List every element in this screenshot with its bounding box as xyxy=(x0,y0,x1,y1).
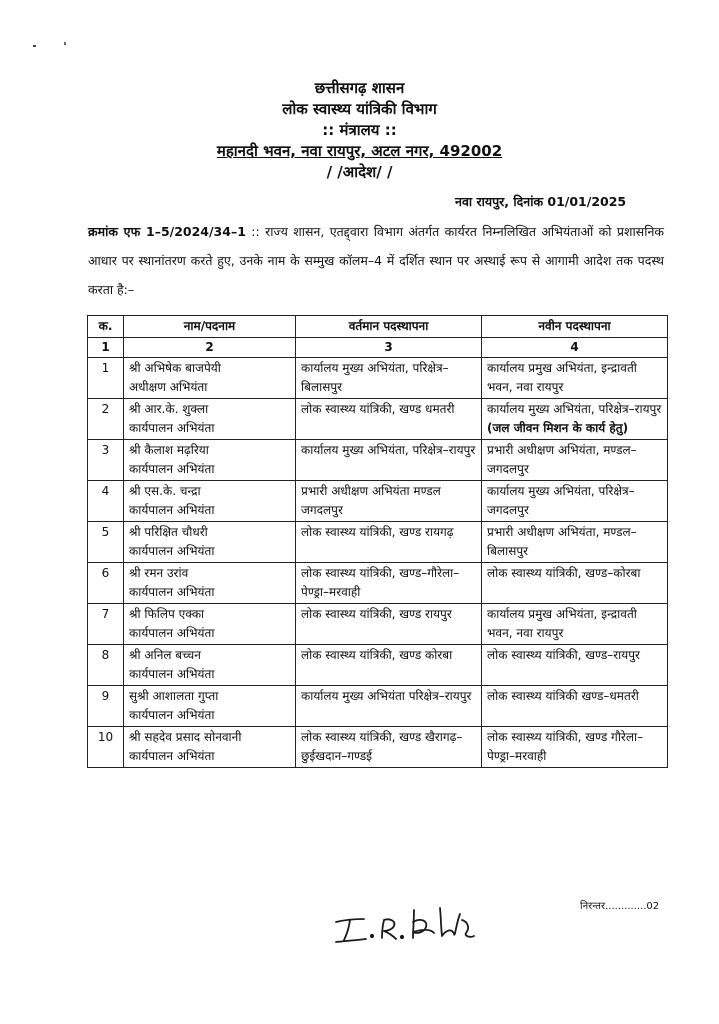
officer-designation: कार्यपालन अभियंता xyxy=(129,462,215,476)
new-posting-cell: प्रभारी अधीक्षण अभियंता, मण्डल–जगदलपुर xyxy=(482,440,668,481)
officer-designation: कार्यपालन अभियंता xyxy=(129,421,215,435)
officer-designation: कार्यपालन अभियंता xyxy=(129,667,215,681)
current-posting-cell: लोक स्वास्थ्य यांत्रिकी, खण्ड रायगढ़ xyxy=(296,522,482,563)
order-heading: / /आदेश/ / xyxy=(326,163,393,181)
government-name: छत्तीसगढ़ शासन xyxy=(314,79,405,97)
col-number: 2 xyxy=(124,338,296,358)
name-cell xyxy=(124,440,296,481)
serial-cell: 6 xyxy=(88,563,124,604)
letterhead xyxy=(0,78,719,183)
serial-cell: 1 xyxy=(88,358,124,399)
scan-speck xyxy=(64,42,66,45)
table-row xyxy=(88,563,668,604)
officer-designation: कार्यपालन अभियंता xyxy=(129,503,215,517)
serial-cell: 9 xyxy=(88,686,124,727)
table-row xyxy=(88,686,668,727)
officer-designation: कार्यपालन अभियंता xyxy=(129,544,215,558)
officer-designation: अधीक्षण अभियंता xyxy=(129,380,208,394)
table-row xyxy=(88,481,668,522)
current-posting-cell: लोक स्वास्थ्य यांत्रिकी, खण्ड रायपुर xyxy=(296,604,482,645)
name-cell xyxy=(124,358,296,399)
column-number-row xyxy=(88,338,668,358)
col-number: 1 xyxy=(88,338,124,358)
table-row xyxy=(88,522,668,563)
col-header-serial: क. xyxy=(88,316,124,338)
scan-speck xyxy=(33,45,36,47)
serial-cell: 2 xyxy=(88,399,124,440)
table-row xyxy=(88,358,668,399)
table-row xyxy=(88,399,668,440)
officer-name: श्री एस.के. चन्द्रा xyxy=(129,484,201,498)
serial-cell: 4 xyxy=(88,481,124,522)
office-name: :: मंत्रालय :: xyxy=(322,121,397,139)
serial-cell: 5 xyxy=(88,522,124,563)
place-date: नवा रायपुर, दिनांक 01/01/2025 xyxy=(455,194,627,209)
name-cell xyxy=(124,399,296,440)
serial-cell: 10 xyxy=(88,727,124,768)
new-posting-cell: कार्यालय प्रमुख अभियंता, इन्द्रावती भवन, नवा रायपुर xyxy=(482,604,668,645)
table-row xyxy=(88,645,668,686)
posting-note: (जल जीवन मिशन के कार्य हेतु) xyxy=(487,421,629,435)
name-cell xyxy=(124,522,296,563)
serial-cell: 7 xyxy=(88,604,124,645)
current-posting-cell: लोक स्वास्थ्य यांत्रिकी, खण्ड–गौरेला–पेण्ड्रा–मरवाही xyxy=(296,563,482,604)
current-posting-cell: कार्यालय मुख्य अभियंता परिक्षेत्र–रायपुर xyxy=(296,686,482,727)
officer-designation: कार्यपालन अभियंता xyxy=(129,585,215,599)
new-posting-cell: कार्यालय प्रमुख अभियंता, इन्द्रावती भवन, नवा रायपुर xyxy=(482,358,668,399)
new-posting-cell: लोक स्वास्थ्य यांत्रिकी, खण्ड–रायपुर xyxy=(482,645,668,686)
handwritten-signature xyxy=(330,900,500,954)
table-row xyxy=(88,727,668,768)
new-posting-cell: कार्यालय मुख्य अभियंता, परिक्षेत्र–जगदलपुर xyxy=(482,481,668,522)
name-cell xyxy=(124,481,296,522)
new-posting-text: कार्यालय मुख्य अभियंता, परिक्षेत्र–रायपुर xyxy=(487,402,662,416)
serial-cell: 8 xyxy=(88,645,124,686)
col-number: 4 xyxy=(482,338,668,358)
officer-name: श्री अभिषेक बाजपेयी xyxy=(129,361,221,375)
col-number: 3 xyxy=(296,338,482,358)
officer-name: श्री कैलाश मढ़रिया xyxy=(129,443,209,457)
order-body: :: राज्य शासन, एतद्द्वारा विभाग अंतर्गत कार्यरत निम्नलिखित अभियंताओं को प्रशासनिक आधार पर स्थानांतरण करते हुए, उनके नाम के सम्मुख कॉलम–4 में दर्शित स्थान पर अस्थाई रूप से आगामी आदेश तक पदस्थ करता है:– xyxy=(88,224,664,297)
signature-scribble xyxy=(330,900,500,950)
current-posting-cell: लोक स्वास्थ्य यांत्रिकी, खण्ड धमतरी xyxy=(296,399,482,440)
new-posting-cell: प्रभारी अधीक्षण अभियंता, मण्डल–बिलासपुर xyxy=(482,522,668,563)
name-cell xyxy=(124,645,296,686)
name-cell xyxy=(124,563,296,604)
current-posting-cell: लोक स्वास्थ्य यांत्रिकी, खण्ड कोरबा xyxy=(296,645,482,686)
officer-name: श्री परिक्षित चौधरी xyxy=(129,525,208,539)
name-cell xyxy=(124,727,296,768)
col-header-new-posting: नवीन पदस्थापना xyxy=(482,316,668,338)
office-address: महानदी भवन, नवा रायपुर, अटल नगर, 492002 xyxy=(216,142,503,160)
new-posting-cell: लोक स्वास्थ्य यांत्रिकी, खण्ड–कोरबा xyxy=(482,563,668,604)
officer-name: श्री रमन उरांव xyxy=(129,566,189,580)
department-name: लोक स्वास्थ्य यांत्रिकी विभाग xyxy=(282,100,437,118)
officer-designation: कार्यपालन अभियंता xyxy=(129,749,215,763)
serial-cell: 3 xyxy=(88,440,124,481)
order-paragraph xyxy=(88,217,664,304)
current-posting-cell: प्रभारी अधीक्षण अभियंता मण्डल जगदलपुर xyxy=(296,481,482,522)
new-posting-cell: लोक स्वास्थ्य यांत्रिकी खण्ड–धमतरी xyxy=(482,686,668,727)
transfer-table xyxy=(87,315,668,768)
officer-name: श्री फिलिप एक्का xyxy=(129,607,205,621)
continued-marker: निरन्तर.............02 xyxy=(580,901,660,912)
col-header-current-posting: वर्तमान पदस्थापना xyxy=(296,316,482,338)
table-row xyxy=(88,440,668,481)
new-posting-cell xyxy=(482,399,668,440)
name-cell xyxy=(124,686,296,727)
officer-name: श्री आर.के. शुक्ला xyxy=(129,402,209,416)
officer-designation: कार्यपालन अभियंता xyxy=(129,626,215,640)
officer-name: श्री अनिल बच्चन xyxy=(129,648,201,662)
officer-designation: कार्यपालन अभियंता xyxy=(129,708,215,722)
table-row xyxy=(88,604,668,645)
new-posting-cell: लोक स्वास्थ्य यांत्रिकी, खण्ड गौरेला–पेण्ड्रा–मरवाही xyxy=(482,727,668,768)
current-posting-cell: लोक स्वास्थ्य यांत्रिकी, खण्ड खैरागढ़–छुईखदान–गण्डई xyxy=(296,727,482,768)
current-posting-cell: कार्यालय मुख्य अभियंता, परिक्षेत्र–बिलासपुर xyxy=(296,358,482,399)
name-cell xyxy=(124,604,296,645)
current-posting-cell: कार्यालय मुख्य अभियंता, परिक्षेत्र–रायपुर xyxy=(296,440,482,481)
order-number: क्रमांक एफ 1–5/2024/34–1 xyxy=(88,224,246,239)
col-header-name: नाम/पदनाम xyxy=(124,316,296,338)
table-header-row xyxy=(88,316,668,338)
officer-name: श्री सहदेव प्रसाद सोनवानी xyxy=(129,730,242,744)
officer-name: सुश्री आशालता गुप्ता xyxy=(129,689,219,703)
